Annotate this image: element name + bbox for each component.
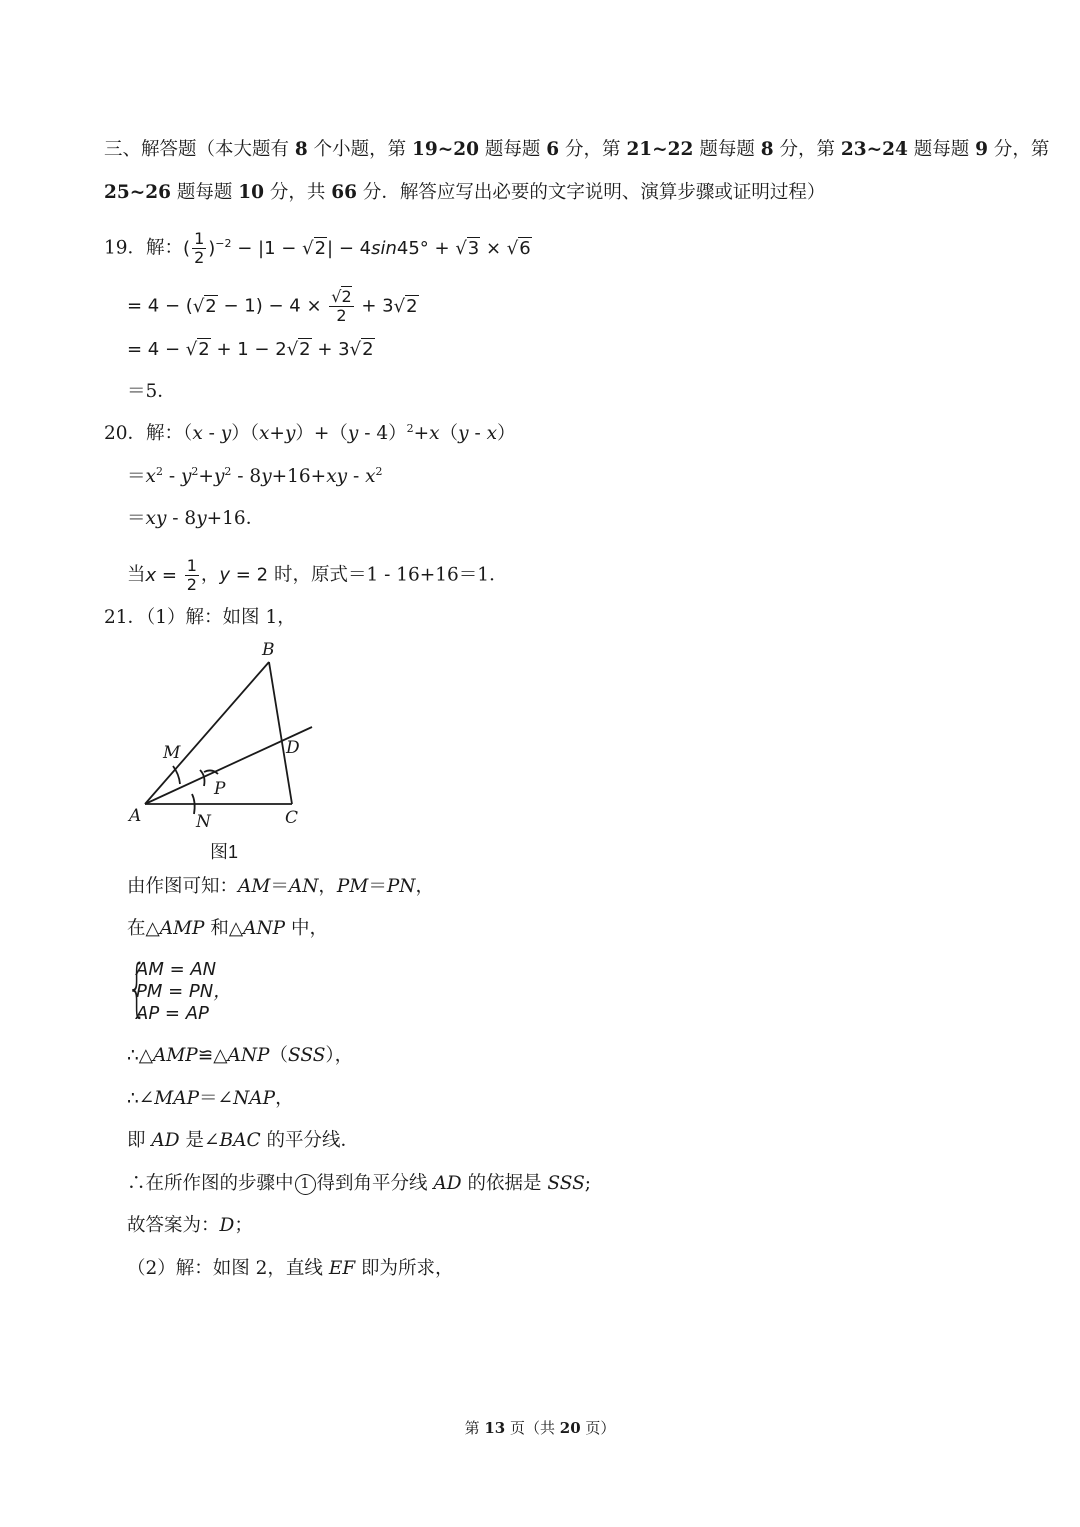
q21-line7: 故答案为：D； [127,1215,253,1236]
section-header-line1: 三、解答题（本大题有 8 个小题，第 19~20 题每题 6 分，第 21~22 题每题 8 分，第 23~24 题每题 9 分，第 [104,139,1050,160]
side-BC [269,662,292,804]
q19-step3: ＝5． [127,381,176,402]
q20-problem: 20．解：（x - y）（x+y）+（y - 4）$^2$+x（y - x） [104,422,516,444]
q19-expression: ( $\frac{1}{2}$ )$^{-2}$ − |1 − √2| − 4sin45° + √3 × √6 [183,229,531,267]
q19-step1: = 4 − (√2 − 1) − 4 × $\frac{√2}{2}$ + 3√2 [127,287,418,325]
q20-step1: $=x^2 - y^2+y^2 - 8y+16+xy - x^2$ [127,465,383,487]
point-D-label: D [286,738,300,758]
q20-step3: 当x = $\frac{1}{2}$ ，y = 2 时，原式＝1 - 16+16＝1． [127,556,508,594]
q21-line1: 由作图可知：AM＝AN，PM＝PN， [127,876,434,897]
q21-label: 21．（1）解：如图 1， [104,607,296,628]
q19-label: 19．解： [104,237,184,259]
equation-system [127,951,232,1025]
system-row-3: AP = AP [136,1003,209,1024]
q19-step2: = 4 − √2 + 1 − 2√2 + 3√2 [127,339,374,360]
point-A-label: A [129,806,142,826]
q21-line6: ∴在所作图的步骤中 1 得到角平分线 AD 的依据是 SSS; [127,1173,591,1194]
figure-caption: 图1 [210,842,239,862]
system-row-1: AM = AN [136,959,217,980]
section-header-line2: 25~26 题每题 10 分，共 66 分．解答应写出必要的文字说明、演算步骤或证明过程） [104,182,826,203]
point-C-label: C [285,808,299,828]
system-row-2: PM = PN， [136,981,232,1002]
figure-1 [126,636,326,870]
page-footer: 第 13 页（共 20 页） [464,1419,616,1437]
q21-line2: 在△AMP 和△ANP 中， [127,918,328,939]
point-N-label: N [196,812,211,832]
q21-line4: ∴∠MAP＝∠NAP， [127,1088,294,1109]
q19-problem [104,230,532,267]
q20-label: 20．解： [104,423,184,444]
point-B-label: B [262,640,275,660]
q21-line8: （2）解：如图 2，直线 EF 即为所求， [127,1258,454,1279]
brace-icon: { [127,951,147,1024]
circled-number-1: 1 [295,1174,316,1195]
q21-line5: 即 AD 是∠BAC 的平分线． [127,1130,359,1151]
side-AB [145,662,269,804]
point-M-label: M [163,743,181,763]
q21-line3: ∴△AMP≌△ANP（SSS）， [127,1045,354,1066]
point-P-label: P [214,779,226,799]
triangle-diagram [126,636,326,866]
q20-step2: ＝xy - 8y+16． [127,508,265,529]
